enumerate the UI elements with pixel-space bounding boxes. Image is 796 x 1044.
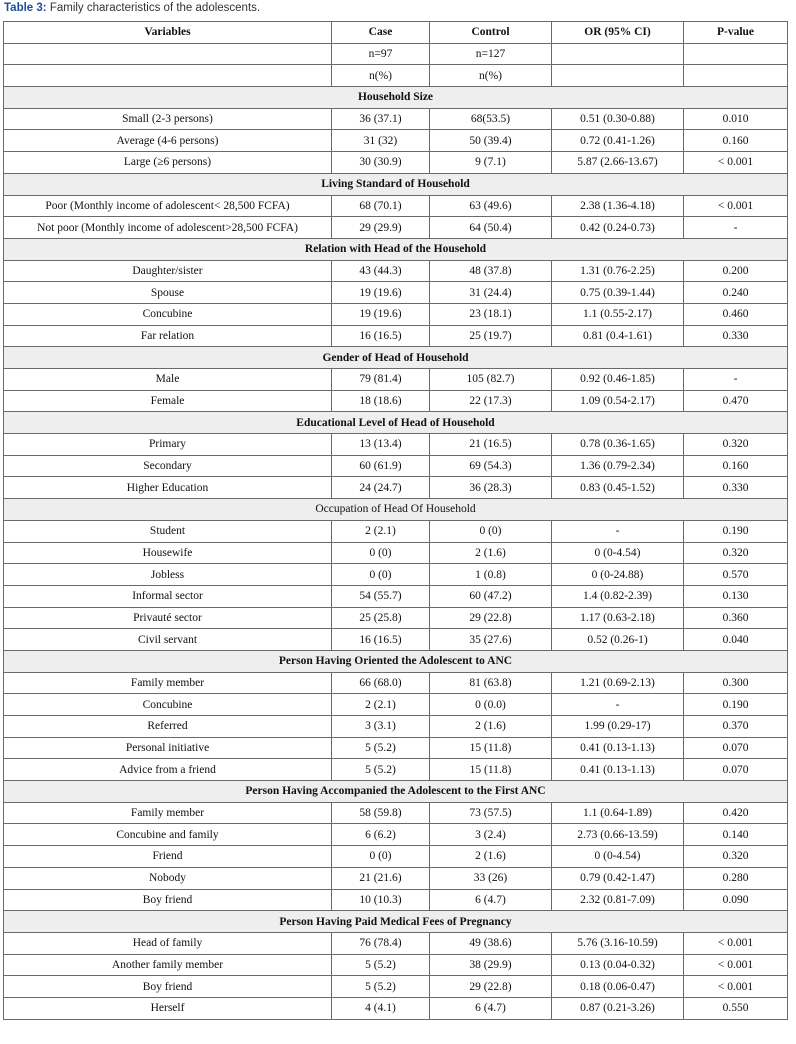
case-cell: 30 (30.9) (332, 152, 430, 174)
variable-cell: Boy friend (4, 976, 332, 998)
case-cell: 13 (13.4) (332, 434, 430, 456)
section-header-row (4, 781, 788, 803)
variable-cell: Personal initiative (4, 737, 332, 759)
unit-row (4, 65, 788, 87)
table-row (4, 846, 788, 868)
control-cell: 36 (28.3) (430, 477, 552, 499)
case-cell: 79 (81.4) (332, 369, 430, 391)
table-row (4, 455, 788, 477)
control-cell: 69 (54.3) (430, 455, 552, 477)
case-cell: 31 (32) (332, 130, 430, 152)
p-value-cell: 0.460 (684, 303, 788, 325)
p-value-cell: 0.090 (684, 889, 788, 911)
sample-size-case: n=97 (332, 43, 430, 65)
section-title: Educational Level of Head of Household (4, 412, 788, 434)
table-row (4, 932, 788, 954)
p-value-cell: 0.160 (684, 130, 788, 152)
odds-ratio-cell: 1.21 (0.69-2.13) (552, 672, 684, 694)
p-value-cell: 0.160 (684, 455, 788, 477)
odds-ratio-cell: 0.81 (0.4-1.61) (552, 325, 684, 347)
p-value-cell: 0.280 (684, 867, 788, 889)
p-value-cell: 0.330 (684, 325, 788, 347)
variable-cell: Poor (Monthly income of adolescent< 28,500 FCFA) (4, 195, 332, 217)
table-row (4, 477, 788, 499)
variable-cell: Primary (4, 434, 332, 456)
table-row (4, 369, 788, 391)
case-cell: 29 (29.9) (332, 217, 430, 239)
sample-size-row (4, 43, 788, 65)
p-value-cell: 0.370 (684, 716, 788, 738)
odds-ratio-cell: 1.31 (0.76-2.25) (552, 260, 684, 282)
table-row (4, 434, 788, 456)
control-cell: 2 (1.6) (430, 846, 552, 868)
control-cell: 9 (7.1) (430, 152, 552, 174)
odds-ratio-cell: 1.1 (0.55-2.17) (552, 303, 684, 325)
control-cell: 0 (0.0) (430, 694, 552, 716)
p-value-cell: 0.320 (684, 542, 788, 564)
control-cell: 73 (57.5) (430, 802, 552, 824)
odds-ratio-cell: - (552, 520, 684, 542)
control-cell: 31 (24.4) (430, 282, 552, 304)
p-value-cell: < 0.001 (684, 152, 788, 174)
case-cell: 0 (0) (332, 846, 430, 868)
control-cell: 105 (82.7) (430, 369, 552, 391)
odds-ratio-cell: 5.76 (3.16-10.59) (552, 932, 684, 954)
case-cell: 16 (16.5) (332, 629, 430, 651)
case-cell: 6 (6.2) (332, 824, 430, 846)
p-value-cell: 0.320 (684, 434, 788, 456)
column-header-control: Control (430, 22, 552, 44)
sample-size-control: n=127 (430, 43, 552, 65)
odds-ratio-cell: 0 (0-24.88) (552, 564, 684, 586)
odds-ratio-cell: 0.52 (0.26-1) (552, 629, 684, 651)
table-row (4, 585, 788, 607)
variable-cell: Higher Education (4, 477, 332, 499)
unit-cell (552, 65, 684, 87)
p-value-cell: 0.190 (684, 694, 788, 716)
table-row (4, 802, 788, 824)
section-title: Occupation of Head Of Household (4, 499, 788, 521)
section-header-row (4, 650, 788, 672)
odds-ratio-cell: 0.18 (0.06-0.47) (552, 976, 684, 998)
p-value-cell: 0.200 (684, 260, 788, 282)
p-value-cell: - (684, 369, 788, 391)
variable-cell: Large (≥6 persons) (4, 152, 332, 174)
control-cell: 29 (22.8) (430, 607, 552, 629)
table-row (4, 997, 788, 1019)
control-cell: 15 (11.8) (430, 737, 552, 759)
control-cell: 63 (49.6) (430, 195, 552, 217)
p-value-cell: 0.010 (684, 108, 788, 130)
table-row (4, 390, 788, 412)
case-cell: 68 (70.1) (332, 195, 430, 217)
odds-ratio-cell: 2.73 (0.66-13.59) (552, 824, 684, 846)
section-title: Household Size (4, 87, 788, 109)
control-cell: 25 (19.7) (430, 325, 552, 347)
p-value-cell: 0.360 (684, 607, 788, 629)
control-cell: 15 (11.8) (430, 759, 552, 781)
section-title: Person Having Accompanied the Adolescent to the First ANC (4, 781, 788, 803)
p-value-cell: 0.140 (684, 824, 788, 846)
variable-cell: Not poor (Monthly income of adolescent>28,500 FCFA) (4, 217, 332, 239)
column-header-variables: Variables (4, 22, 332, 44)
case-cell: 10 (10.3) (332, 889, 430, 911)
p-value-cell: < 0.001 (684, 976, 788, 998)
table-row (4, 260, 788, 282)
variable-cell: Informal sector (4, 585, 332, 607)
control-cell: 38 (29.9) (430, 954, 552, 976)
p-value-cell: 0.420 (684, 802, 788, 824)
section-title: Person Having Oriented the Adolescent to ANC (4, 650, 788, 672)
control-cell: 0 (0) (430, 520, 552, 542)
case-cell: 54 (55.7) (332, 585, 430, 607)
odds-ratio-cell: 0.41 (0.13-1.13) (552, 737, 684, 759)
control-cell: 49 (38.6) (430, 932, 552, 954)
control-cell: 60 (47.2) (430, 585, 552, 607)
variable-cell: Family member (4, 672, 332, 694)
table-row (4, 520, 788, 542)
table-row (4, 282, 788, 304)
table-row (4, 759, 788, 781)
table-row (4, 954, 788, 976)
table-caption-text: Family characteristics of the adolescents. (49, 2, 261, 14)
control-cell: 22 (17.3) (430, 390, 552, 412)
table-caption-label: Table 3: (4, 2, 47, 14)
case-cell: 16 (16.5) (332, 325, 430, 347)
control-cell: 68(53.5) (430, 108, 552, 130)
variable-cell: Average (4-6 persons) (4, 130, 332, 152)
variable-cell: Friend (4, 846, 332, 868)
p-value-cell: 0.070 (684, 759, 788, 781)
p-value-cell: 0.190 (684, 520, 788, 542)
sample-size-cell (684, 43, 788, 65)
unit-cell (4, 65, 332, 87)
variable-cell: Concubine (4, 303, 332, 325)
p-value-cell: 0.320 (684, 846, 788, 868)
section-header-row (4, 173, 788, 195)
section-header-row (4, 347, 788, 369)
odds-ratio-cell: 0.13 (0.04-0.32) (552, 954, 684, 976)
control-cell: 1 (0.8) (430, 564, 552, 586)
section-title: Person Having Paid Medical Fees of Pregnancy (4, 911, 788, 933)
variable-cell: Housewife (4, 542, 332, 564)
case-cell: 18 (18.6) (332, 390, 430, 412)
section-title: Relation with Head of the Household (4, 238, 788, 260)
variable-cell: Male (4, 369, 332, 391)
case-cell: 24 (24.7) (332, 477, 430, 499)
odds-ratio-cell: 0.78 (0.36-1.65) (552, 434, 684, 456)
control-cell: 6 (4.7) (430, 889, 552, 911)
variable-cell: Another family member (4, 954, 332, 976)
case-cell: 2 (2.1) (332, 520, 430, 542)
odds-ratio-cell: 0.72 (0.41-1.26) (552, 130, 684, 152)
unit-cell (684, 65, 788, 87)
case-cell: 3 (3.1) (332, 716, 430, 738)
variable-cell: Boy friend (4, 889, 332, 911)
odds-ratio-cell: 1.36 (0.79-2.34) (552, 455, 684, 477)
control-cell: 23 (18.1) (430, 303, 552, 325)
odds-ratio-cell: 0.83 (0.45-1.52) (552, 477, 684, 499)
sample-size-cell (552, 43, 684, 65)
odds-ratio-cell: 1.4 (0.82-2.39) (552, 585, 684, 607)
p-value-cell: 0.240 (684, 282, 788, 304)
table-row (4, 976, 788, 998)
odds-ratio-cell: 0.41 (0.13-1.13) (552, 759, 684, 781)
case-cell: 58 (59.8) (332, 802, 430, 824)
table-row (4, 152, 788, 174)
table-header-row (4, 22, 788, 44)
section-header-row (4, 412, 788, 434)
control-cell: 64 (50.4) (430, 217, 552, 239)
case-cell: 5 (5.2) (332, 737, 430, 759)
control-cell: 35 (27.6) (430, 629, 552, 651)
table-row (4, 889, 788, 911)
case-cell: 66 (68.0) (332, 672, 430, 694)
case-cell: 21 (21.6) (332, 867, 430, 889)
case-cell: 76 (78.4) (332, 932, 430, 954)
odds-ratio-cell: 0.87 (0.21-3.26) (552, 997, 684, 1019)
variable-cell: Student (4, 520, 332, 542)
table-row (4, 542, 788, 564)
column-header-or: OR (95% CI) (552, 22, 684, 44)
p-value-cell: 0.130 (684, 585, 788, 607)
section-title: Living Standard of Household (4, 173, 788, 195)
variable-cell: Privauté sector (4, 607, 332, 629)
variable-cell: Far relation (4, 325, 332, 347)
p-value-cell: - (684, 217, 788, 239)
table-row (4, 672, 788, 694)
p-value-cell: 0.470 (684, 390, 788, 412)
section-header-row (4, 911, 788, 933)
control-cell: 2 (1.6) (430, 542, 552, 564)
p-value-cell: < 0.001 (684, 932, 788, 954)
odds-ratio-cell: 1.09 (0.54-2.17) (552, 390, 684, 412)
variable-cell: Concubine (4, 694, 332, 716)
variable-cell: Family member (4, 802, 332, 824)
section-header-row (4, 87, 788, 109)
section-header-row (4, 238, 788, 260)
control-cell: 33 (26) (430, 867, 552, 889)
control-cell: 21 (16.5) (430, 434, 552, 456)
odds-ratio-cell: 2.32 (0.81-7.09) (552, 889, 684, 911)
variable-cell: Small (2-3 persons) (4, 108, 332, 130)
variable-cell: Concubine and family (4, 824, 332, 846)
case-cell: 60 (61.9) (332, 455, 430, 477)
unit-control: n(%) (430, 65, 552, 87)
control-cell: 29 (22.8) (430, 976, 552, 998)
odds-ratio-cell: 0 (0-4.54) (552, 846, 684, 868)
table-row (4, 108, 788, 130)
variable-cell: Herself (4, 997, 332, 1019)
variable-cell: Spouse (4, 282, 332, 304)
table-row (4, 195, 788, 217)
control-cell: 50 (39.4) (430, 130, 552, 152)
variable-cell: Secondary (4, 455, 332, 477)
variable-cell: Civil servant (4, 629, 332, 651)
control-cell: 2 (1.6) (430, 716, 552, 738)
p-value-cell: 0.300 (684, 672, 788, 694)
p-value-cell: 0.550 (684, 997, 788, 1019)
odds-ratio-cell: 0.92 (0.46-1.85) (552, 369, 684, 391)
control-cell: 6 (4.7) (430, 997, 552, 1019)
p-value-cell: 0.570 (684, 564, 788, 586)
odds-ratio-cell: 0.42 (0.24-0.73) (552, 217, 684, 239)
case-cell: 0 (0) (332, 542, 430, 564)
variable-cell: Advice from a friend (4, 759, 332, 781)
case-cell: 43 (44.3) (332, 260, 430, 282)
odds-ratio-cell: 0.51 (0.30-0.88) (552, 108, 684, 130)
case-cell: 5 (5.2) (332, 954, 430, 976)
table-row (4, 629, 788, 651)
sample-size-cell (4, 43, 332, 65)
odds-ratio-cell: 0 (0-4.54) (552, 542, 684, 564)
case-cell: 5 (5.2) (332, 759, 430, 781)
table-body (4, 22, 788, 1020)
variable-cell: Daughter/sister (4, 260, 332, 282)
table-row (4, 325, 788, 347)
variable-cell: Head of family (4, 932, 332, 954)
column-header-case: Case (332, 22, 430, 44)
table-caption (4, 0, 260, 16)
table-row (4, 716, 788, 738)
odds-ratio-cell: 2.38 (1.36-4.18) (552, 195, 684, 217)
table-row (4, 867, 788, 889)
case-cell: 25 (25.8) (332, 607, 430, 629)
odds-ratio-cell: - (552, 694, 684, 716)
table-row (4, 303, 788, 325)
control-cell: 81 (63.8) (430, 672, 552, 694)
variable-cell: Nobody (4, 867, 332, 889)
case-cell: 36 (37.1) (332, 108, 430, 130)
case-cell: 2 (2.1) (332, 694, 430, 716)
table-row (4, 564, 788, 586)
table-row (4, 694, 788, 716)
section-title: Gender of Head of Household (4, 347, 788, 369)
case-cell: 19 (19.6) (332, 282, 430, 304)
odds-ratio-cell: 1.17 (0.63-2.18) (552, 607, 684, 629)
column-header-pvalue: P-value (684, 22, 788, 44)
p-value-cell: 0.040 (684, 629, 788, 651)
odds-ratio-cell: 1.99 (0.29-17) (552, 716, 684, 738)
case-cell: 19 (19.6) (332, 303, 430, 325)
table-row (4, 824, 788, 846)
p-value-cell: < 0.001 (684, 954, 788, 976)
case-cell: 0 (0) (332, 564, 430, 586)
p-value-cell: 0.330 (684, 477, 788, 499)
section-header-row (4, 499, 788, 521)
case-cell: 5 (5.2) (332, 976, 430, 998)
odds-ratio-cell: 0.75 (0.39-1.44) (552, 282, 684, 304)
variable-cell: Referred (4, 716, 332, 738)
variable-cell: Female (4, 390, 332, 412)
odds-ratio-cell: 0.79 (0.42-1.47) (552, 867, 684, 889)
unit-case: n(%) (332, 65, 430, 87)
case-cell: 4 (4.1) (332, 997, 430, 1019)
p-value-cell: 0.070 (684, 737, 788, 759)
control-cell: 3 (2.4) (430, 824, 552, 846)
odds-ratio-cell: 1.1 (0.64-1.89) (552, 802, 684, 824)
table-row (4, 130, 788, 152)
variable-cell: Jobless (4, 564, 332, 586)
table-row (4, 737, 788, 759)
p-value-cell: < 0.001 (684, 195, 788, 217)
family-characteristics-table (3, 21, 788, 1020)
table-row (4, 607, 788, 629)
odds-ratio-cell: 5.87 (2.66-13.67) (552, 152, 684, 174)
control-cell: 48 (37.8) (430, 260, 552, 282)
table-row (4, 217, 788, 239)
